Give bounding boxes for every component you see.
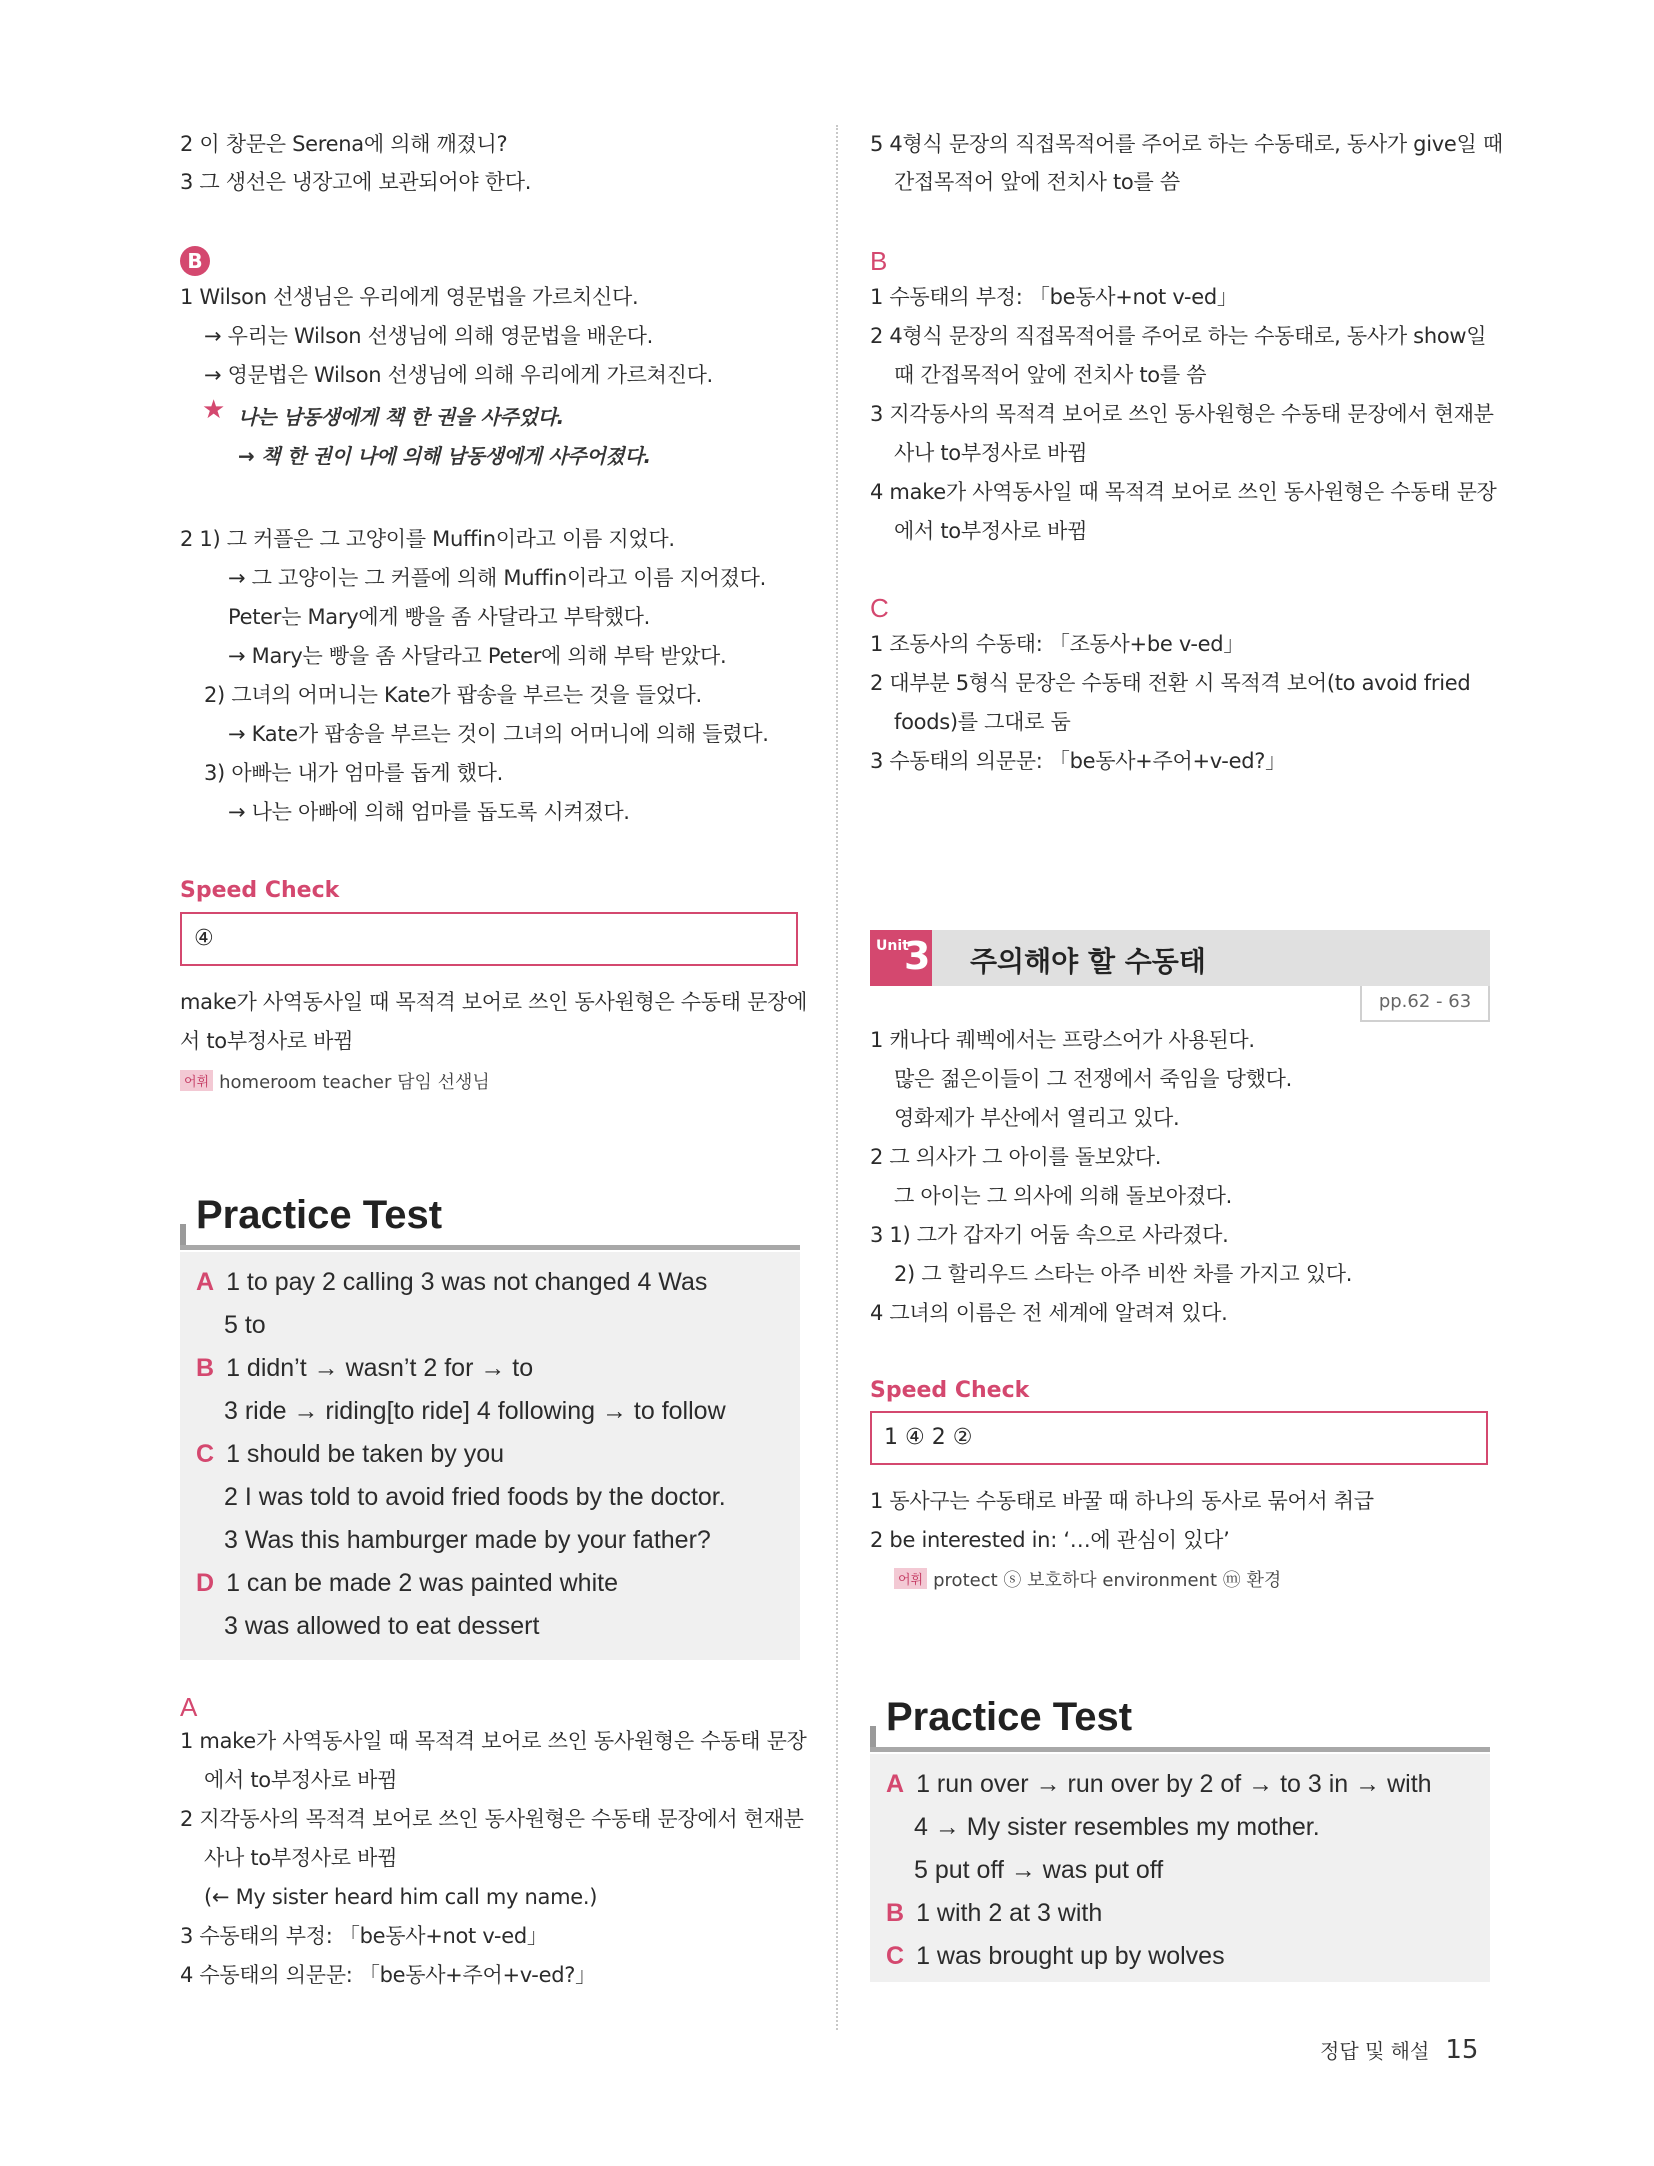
text-line: (← My sister heard him call my name.) <box>204 1885 598 1909</box>
section-a-heading: A <box>180 1692 198 1722</box>
text-line: 2) 그 할리우드 스타는 아주 비싼 차를 가지고 있다. <box>894 1262 1353 1286</box>
speed-check-box <box>870 1411 1488 1465</box>
speed-check-label: Speed Check <box>870 1378 1030 1403</box>
text-line: 3 수동태의 의문문: 「be동사+주어+v-ed?」 <box>870 749 1286 773</box>
text-line: 3) 아빠는 내가 엄마를 돕게 했다. <box>204 761 504 785</box>
answer-line: 4 → My sister resembles my mother. <box>914 1813 1320 1841</box>
text-line: 많은 젊은이들이 그 전쟁에서 죽임을 당했다. <box>894 1067 1292 1091</box>
answer-letter: A <box>196 1268 215 1296</box>
text-line: 사나 to부정사로 바뀜 <box>204 1846 398 1870</box>
answer-text: 1 run over → run over by 2 of → to 3 in → with <box>916 1770 1432 1798</box>
star-icon: ★ <box>202 395 226 425</box>
text-line: 5 4형식 문장의 직접목적어를 주어로 하는 수동태로, 동사가 give일 때 <box>870 132 1503 156</box>
answer-letter: B <box>196 1354 215 1382</box>
answer-text: 1 with 2 at 3 with <box>916 1899 1103 1927</box>
text-line: 3 지각동사의 목적격 보어로 쓰인 동사원형은 수동태 문장에서 현재분 <box>870 402 1494 426</box>
page-footer <box>1320 2035 1478 2065</box>
practice-test-answers <box>180 1252 800 1660</box>
vocab-note <box>894 1566 1281 1592</box>
answer-line <box>196 1567 618 1599</box>
text-line: 3 그 생선은 냉장고에 보관되어야 한다. <box>180 170 532 194</box>
footer-title: 정답 및 해설 <box>1320 2039 1430 2063</box>
handwritten-note: 나는 남동생에게 책 한 권을 사주었다. <box>238 405 564 429</box>
text-line: 2 4형식 문장의 직접목적어를 주어로 하는 수동태로, 동사가 show일 <box>870 324 1487 348</box>
answer-line <box>196 1438 504 1470</box>
unit-header <box>870 930 1490 986</box>
text-line: 4 수동태의 의문문: 「be동사+주어+v-ed?」 <box>180 1963 596 1987</box>
answer-text: 1 didn’t → wasn’t 2 for → to <box>226 1354 534 1382</box>
title-underline <box>870 1747 1490 1752</box>
answer-line: 5 put off → was put off <box>914 1856 1164 1884</box>
handwritten-note: → 책 한 권이 나에 의해 남동생에게 사주어졌다. <box>238 444 651 468</box>
answer-letter: C <box>196 1440 215 1468</box>
text-line: 간접목적어 앞에 전치사 to를 씀 <box>894 170 1180 194</box>
text-line: 그 아이는 그 의사에 의해 돌보아졌다. <box>894 1184 1233 1208</box>
text-line: 3 1) 그가 갑자기 어둠 속으로 사라졌다. <box>870 1223 1229 1247</box>
text-line: 1 Wilson 선생님은 우리에게 영문법을 가르치신다. <box>180 285 639 309</box>
answer-line <box>196 1266 707 1298</box>
speed-check-answer: ④ <box>194 926 214 951</box>
text-line: 서 to부정사로 바뀜 <box>180 1029 354 1053</box>
text-line: 에서 to부정사로 바뀜 <box>894 519 1088 543</box>
text-line: 4 make가 사역동사일 때 목적격 보어로 쓰인 동사원형은 수동태 문장 <box>870 480 1497 504</box>
text-line: 1 수동태의 부정: 「be동사+not v-ed」 <box>870 285 1238 309</box>
column-divider <box>836 125 838 2030</box>
vocab-tag: 어휘 <box>180 1070 213 1091</box>
answer-line: 3 Was this hamburger made by your father? <box>224 1526 711 1554</box>
answer-text: 1 can be made 2 was painted white <box>226 1569 618 1597</box>
section-c-heading: C <box>870 593 889 623</box>
answer-letter: A <box>886 1770 905 1798</box>
text-line: 2 be interested in: ‘…에 관심이 있다’ <box>870 1528 1230 1552</box>
text-line: make가 사역동사일 때 목적격 보어로 쓰인 동사원형은 수동태 문장에 <box>180 990 808 1014</box>
unit-number: 3 <box>904 934 931 978</box>
answer-line: 2 I was told to avoid fried foods by the doctor. <box>224 1483 726 1511</box>
answer-line <box>196 1352 533 1384</box>
practice-test-title: Practice Test <box>196 1193 443 1237</box>
answer-line <box>886 1897 1102 1929</box>
vocab-text: homeroom teacher 담임 선생님 <box>219 1072 490 1093</box>
text-line: 4 그녀의 이름은 전 세계에 알려져 있다. <box>870 1301 1228 1325</box>
page-reference: pp.62 - 63 <box>1360 986 1490 1022</box>
answer-letter: C <box>886 1942 905 1970</box>
answer-text: 1 was brought up by wolves <box>916 1942 1225 1970</box>
title-underline <box>180 1245 800 1250</box>
text-line: 2) 그녀의 어머니는 Kate가 팝송을 부르는 것을 들었다. <box>204 683 702 707</box>
text-line: 2 지각동사의 목적격 보어로 쓰인 동사원형은 수동태 문장에서 현재분 <box>180 1807 804 1831</box>
speed-check-label: Speed Check <box>180 878 340 903</box>
answer-line: 3 was allowed to eat dessert <box>224 1612 540 1640</box>
text-line: → 나는 아빠에 의해 엄마를 돕도록 시켜졌다. <box>228 800 630 824</box>
unit-label: Unit <box>876 938 909 954</box>
answer-letter: B <box>886 1899 905 1927</box>
text-line: 1 make가 사역동사일 때 목적격 보어로 쓰인 동사원형은 수동태 문장 <box>180 1729 807 1753</box>
text-line: 2 대부분 5형식 문장은 수동태 전환 시 목적격 보어(to avoid fried <box>870 671 1471 695</box>
text-line: → 영문법은 Wilson 선생님에 의해 우리에게 가르쳐진다. <box>204 363 713 387</box>
answer-line <box>886 1768 1432 1800</box>
answer-text: 1 should be taken by you <box>226 1440 505 1468</box>
text-line: Peter는 Mary에게 빵을 좀 사달라고 부탁했다. <box>228 605 651 629</box>
text-line: 1 캐나다 퀘벡에서는 프랑스어가 사용된다. <box>870 1028 1255 1052</box>
text-line: 사나 to부정사로 바뀜 <box>894 441 1088 465</box>
vocab-tag: 어휘 <box>894 1568 927 1589</box>
section-b-heading: B <box>870 246 888 276</box>
practice-test-answers <box>870 1754 1490 1982</box>
section-b-badge: B <box>180 246 210 276</box>
text-line: 1 조동사의 수동태: 「조동사+be v-ed」 <box>870 632 1245 656</box>
text-line: 에서 to부정사로 바뀜 <box>204 1768 398 1792</box>
text-line: 때 간접목적어 앞에 전치사 to를 씀 <box>894 363 1207 387</box>
speed-check-answer: 1 ④ 2 ② <box>884 1425 973 1450</box>
text-line: → 그 고양이는 그 커플에 의해 Muffin이라고 이름 지어졌다. <box>228 566 766 590</box>
answer-line <box>886 1940 1225 1972</box>
text-line: 2 1) 그 커플은 그 고양이를 Muffin이라고 이름 지었다. <box>180 527 675 551</box>
vocab-note <box>180 1068 490 1094</box>
text-line: foods)를 그대로 둠 <box>894 710 1071 734</box>
answer-text: 1 to pay 2 calling 3 was not changed 4 Was <box>226 1268 708 1296</box>
text-line: 2 그 의사가 그 아이를 돌보았다. <box>870 1145 1162 1169</box>
unit-badge <box>870 930 932 986</box>
answer-line: 3 ride → riding[to ride] 4 following → to follow <box>224 1397 726 1425</box>
text-line: 3 수동태의 부정: 「be동사+not v-ed」 <box>180 1924 548 1948</box>
page-number: 15 <box>1445 2035 1479 2065</box>
practice-test-title: Practice Test <box>886 1695 1133 1739</box>
text-line: → Kate가 팝송을 부르는 것이 그녀의 어머니에 의해 들렸다. <box>228 722 769 746</box>
unit-title: 주의해야 할 수동태 <box>970 945 1206 978</box>
text-line: → Mary는 빵을 좀 사달라고 Peter에 의해 부탁 받았다. <box>228 644 727 668</box>
text-line: 2 이 창문은 Serena에 의해 깨졌니? <box>180 132 508 156</box>
speed-check-box <box>180 912 798 966</box>
answer-line: 5 to <box>224 1311 266 1339</box>
answer-letter: D <box>196 1569 215 1597</box>
vocab-text: protect ⓢ 보호하다 environment ⓜ 환경 <box>933 1570 1282 1591</box>
text-line: 1 동사구는 수동태로 바꿀 때 하나의 동사로 묶어서 취급 <box>870 1489 1374 1513</box>
text-line: → 우리는 Wilson 선생님에 의해 영문법을 배운다. <box>204 324 653 348</box>
text-line: 영화제가 부산에서 열리고 있다. <box>894 1106 1180 1130</box>
